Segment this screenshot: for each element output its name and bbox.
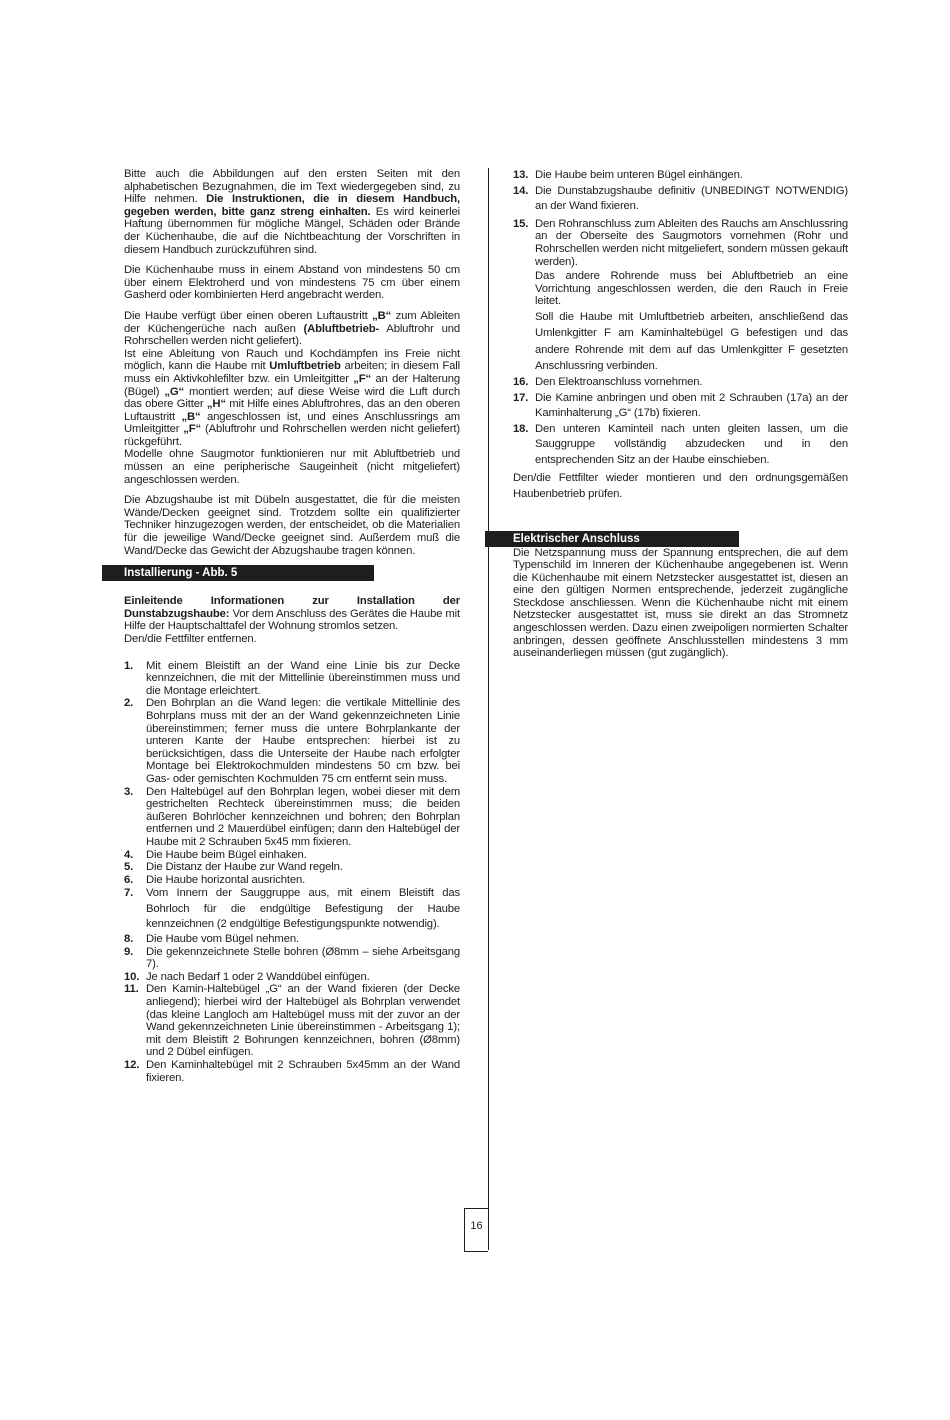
- list-item: 4. Die Haube beim Bügel einhaken.: [124, 848, 307, 861]
- list-item: 1. Mit einem Bleistift an der Wand eine Linie bis zur Decke kennzeichnen, die mit der Mittellinie übereinstimmen muss und die Montage erleichtert.: [124, 659, 460, 697]
- intro-paragraph-4: Ist eine Ableitung von Rauch und Kochdämpfen ins Freie nicht möglich, kann die Haube mit Umluftbetrieb arbeiten; in diesem Fall muss ein Aktivkohlefilter bzw. ein Umleitgitter „F“ an der Halterung (Bügel) „G“ montiert werden; auf diese Weise wird die Luft durch das obere Gitter „H“ mit Hilfe eines Abluftrohres, das an den oberen Luftaustritt „B“ angeschlossen ist, und eines Anschlussrings am Umleitgitter „F“ (Abluftrohr und Rohrschellen werden nicht geliefert) rückgeführt.: [124, 347, 461, 448]
- list-item: 9. Die gekennzeichnete Stelle bohren (Ø8mm – siehe Arbeitsgang 7).: [124, 945, 460, 971]
- intro-paragraph-1: Bitte auch die Abbildungen auf den ersten Seiten mit den alphabetischen Bezugnahmen, die im Text wiedergegeben sind, zu Hilfe nehmen. Die Instruktionen, die in diesem Handbuch, gegeben werden, bitte ganz streng einhalten. Es wird keinerlei Haftung übernommen für mögliche Mängel, Schäden oder Brände der Küchenhaube, die auf die Nichtbeachtung der Vorschriften in diesem Handbuch zurückzuführen sind.: [124, 168, 460, 256]
- list-item: 11. Den Kamin-Haltebügel „G“ an der Wand fixieren (der Decke anliegend); hierbei wird der Haltebügel als Bohrplan verwendet (das kleine Langloch am Haltebügel muss mit der zuvor an der Wand gekennzeichneten Linie übereinstimmen - Arbeitsgang 1); mit dem Bleistift 2 Bohrungen kennzeichnen, bohren (Ø8mm) und 2 Dübel einfügen.: [124, 983, 460, 1059]
- column-divider: [488, 168, 489, 1250]
- right-column: [513, 168, 848, 660]
- install-lead-last: Den/die Fettfilter entfernen.: [124, 633, 257, 645]
- electric-paragraph: Die Netzspannung muss der Spannung entsprechen, die auf dem Typenschild im Inneren der Küchenhaube angegebenen ist. Wenn die Küchenhaube mit einem Netzstecker ausgestattet ist, diesen an eine den gültigen Normen entsprechende, jederzeit zugängliche Steckdose anschliessen. Wenn die Küchenhaube nicht mit einem Netzstecker ausgestattet ist, muss sie direkt an das Stromnetz angeschlossen werden. Dazu einen zweipoligen normierten Schalter anbringen, dessen geöffnete Anschlusstellen mindestens 3 mm auseinanderliegen müssen (gut zugänglich).: [513, 546, 848, 660]
- step-15-note-2: Soll die Haube mit Umluftbetrieb arbeiten, anschließend das Umlenkgitter F am Kaminhaltebügel G befestigen und das andere Rohrende mit dem auf das Umlenkgitter F gesetzten Anschlussring verbinden.: [535, 310, 848, 373]
- intro-paragraph-3: Die Haube verfügt über einen oberen Luftaustritt „B“ zum Ableiten der Küchengerüche nach außen (Abluftbetrieb- Abluftrohr und Rohrschellen werden nicht geliefert).: [124, 309, 461, 348]
- install-steps-list: [124, 660, 460, 1085]
- list-item: 14. Die Dunstabzugshaube definitiv (UNBEDINGT NOTWENDIG) an der Wand fixieren.: [513, 184, 848, 213]
- left-column: [124, 168, 460, 1084]
- closing-paragraph: Den/die Fettfilter wieder montieren und den ordnungsgemäßen Haubenbetrieb prüfen.: [513, 471, 848, 500]
- install-steps-continued: [513, 168, 848, 469]
- page-number: 16: [464, 1208, 488, 1252]
- list-item: 10. Je nach Bedarf 1 oder 2 Wanddübel einfügen.: [124, 970, 370, 983]
- list-item: 15. Den Rohranschluss zum Ableiten des Rauchs am Anschlussring an der Oberseite des Saugmotors vornehmen (Rohr und Rohrschellen werden nicht mitgeliefert, sondern müssen gekauft werden). Das andere Rohrende muss bei Abluftbetrieb an eine Vorrichtung angeschlossen werden, die den Rauch in Freie leitet. Soll die Haube mit Umluftbetrieb arbeiten, anschließend das Umlenkgitter F am Kaminhaltebügel G befestigen und das andere Rohrende mit dem auf das Umlenkgitter F gesetzten Anschlussring verbinden.: [513, 218, 848, 375]
- section-heading-installation: Installierung - Abb. 5: [102, 565, 374, 581]
- list-item: 13. Die Haube beim unteren Bügel einhängen.: [513, 169, 743, 181]
- step-15-note-1: Das andere Rohrende muss bei Abluftbetrieb an eine Vorrichtung angeschlossen werden, die den Rauch in Freie leitet.: [535, 270, 848, 308]
- intro-paragraph-2: Die Küchenhaube muss in einem Abstand von mindestens 50 cm über einem Elektroherd und von mindestens 75 cm über einem Gasherd oder kombinierten Herd angebracht werden.: [124, 264, 460, 302]
- list-item: 18. Den unteren Kaminteil nach unten gleiten lassen, um die Sauggruppe vollständig abzudecken und in den entsprechenden Sitz an der Haube einschieben.: [513, 422, 848, 466]
- intro-paragraph-6: Die Abzugshaube ist mit Dübeln ausgestattet, die für die meisten Wände/Decken geeignet sind. Trotzdem sollte ein qualifizierter Techniker hinzugezogen werden, der entscheidet, ob die Materialien für die jeweilige Wand/Decke geeignet sind. Außerdem muß die Wand/Decke das Gewicht der Abzugshaube tragen können.: [124, 494, 460, 557]
- intro-paragraph-5: Modelle ohne Saugmotor funktionieren nur mit Abluftbetrieb und müssen an eine peripherische Saugeinheit (nicht mitgeliefert) angeschlossen werden.: [124, 448, 460, 486]
- list-item: 16. Den Elektroanschluss vornehmen.: [513, 375, 703, 388]
- list-item: 7. Vom Innern der Sauggruppe aus, mit einem Bleistift das Bohrloch für die endgültige Befestigung der Haube kennzeichnen (2 endgültige Befestigungspunkte notwendig).: [124, 887, 460, 931]
- list-item: 5. Die Distanz der Haube zur Wand regeln.: [124, 861, 343, 874]
- list-item: 6. Die Haube horizontal ausrichten.: [124, 873, 306, 886]
- list-item: 12. Den Kaminhaltebügel mit 2 Schrauben 5x45mm an der Wand fixieren.: [124, 1059, 460, 1084]
- list-item: 3. Den Haltebügel auf den Bohrplan legen, wobei dieser mit dem gestrichelten Rechteck übereinstimmen muss; die beiden äußeren Bohrlöcher kennzeichnen und bohren; den Bohrplan entfernen und 2 Mauerdübel einfügen; dann den Haltebügel der Haube mit 2 Schrauben 5x45 mm fixieren.: [124, 785, 460, 848]
- list-item: 8. Die Haube vom Bügel nehmen.: [124, 933, 299, 946]
- list-item: 2. Den Bohrplan an die Wand legen: die vertikale Mittellinie des Bohrplans muss mit der an der Wand gekennzeichneten Linie übereinstimmen; ferner muss die untere Bohrplankante der unteren Kante der Haube entsprechen: hierbei ist zu berücksichtigen, dass die Unterseite der Haube nach erfolgter Montage bei Elektrokochmulden mindestens 50 cm bzw. bei Gas- oder gemischten Kochmulden 75 cm entfernt sein muss.: [124, 697, 460, 785]
- list-item: 17. Die Kamine anbringen und oben mit 2 Schrauben (17a) an der Kaminhalterung „G“ (17b) fixieren.: [513, 391, 848, 420]
- install-lead: Einleitende Informationen zur Installation der Dunstabzugshaube: Vor dem Anschluss des Gerätes die Haube mit Hilfe der Hauptschalttafel der Wohnung stromlos setzen.: [124, 595, 460, 633]
- section-heading-electric: Elektrischer Anschluss: [485, 531, 739, 547]
